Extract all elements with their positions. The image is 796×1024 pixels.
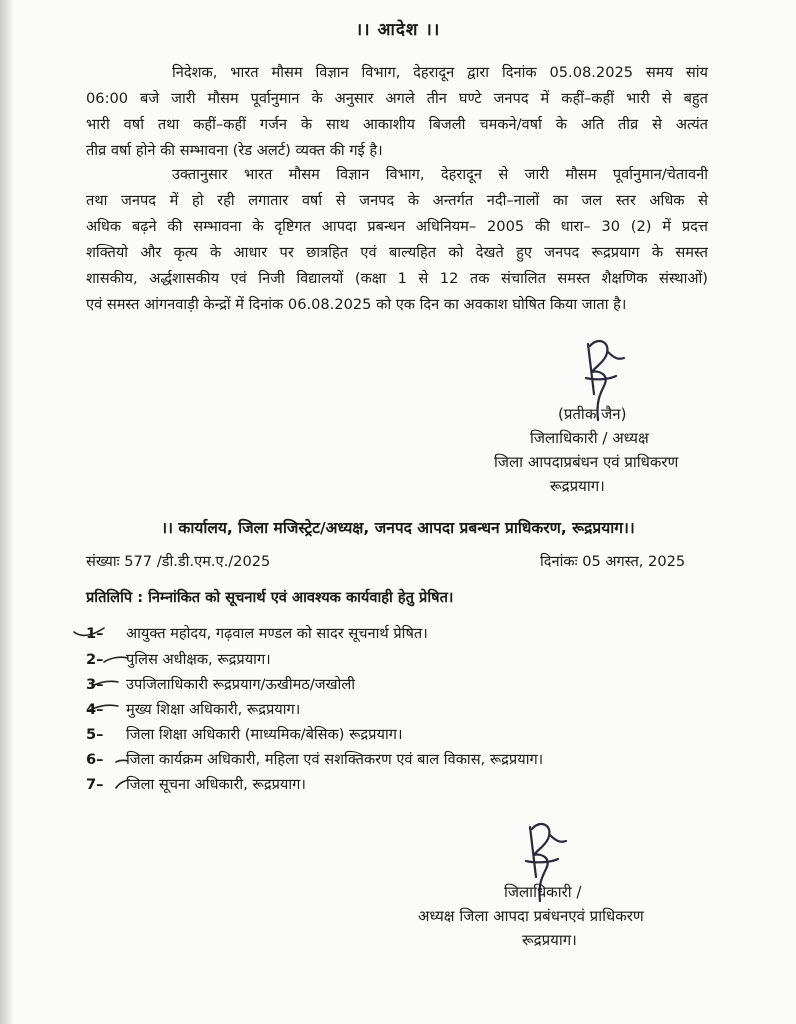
signatory-2-place: रूद्रप्रयाग। (522, 931, 577, 949)
copy-list-text: जिला शिक्षा अधिकारी (माध्यमिक/बेसिक) रूद्रप्रयाग। (126, 726, 403, 743)
copy-list-item (86, 748, 543, 772)
signatory-1-name: (प्रतीक जैन) (558, 405, 627, 423)
signatory-2-block (418, 880, 644, 952)
signatory-1-designation: जिलाधिकारी / अध्यक्ष (530, 429, 649, 447)
signatory-2-authority: अध्यक्ष जिला आपदा प्रबंधनएवं प्राधिकरण (418, 907, 644, 925)
paragraph-2-line: उक्तानुसार भारत मौसम विज्ञान विभाग, देहरादून से जारी मौसम पूर्वानुमान/चेतावनी (172, 166, 708, 183)
office-heading: ।। कार्यालय, जिला मजिस्ट्रेट/अध्यक्ष, जनपद आपदा प्रबन्धन प्राधिकरण, रूद्रप्रयाग।। (161, 519, 635, 537)
copy-list-text: पुलिस अधीक्षक, रूद्रप्रयाग। (126, 651, 271, 668)
copy-list-number: 3– (86, 676, 104, 693)
paragraph-1-line: भारी वर्षा तथा कहीं–कहीं गर्जन के साथ आकाशीय बिजली चमकने/वर्षा के अति तीव्र से अत्यंत (86, 116, 708, 133)
paragraph-2-line: एवं समस्त आंगनवाड़ी केन्द्रों में दिनांक 06.08.2025 को एक दिन का अवकाश घोषित किया जाता है। (86, 296, 627, 313)
copy-list-text: आयुक्त महोदय, गढ़वाल मण्डल को सादर सूचनार्थ प्रेषित। (126, 625, 428, 642)
page-edge-shadow (0, 0, 14, 1024)
paragraph-1-line: निदेशक, भारत मौसम विज्ञान विभाग, देहरादून द्वारा दिनांक 05.08.2025 समय सांय (172, 64, 708, 81)
paragraph-2-line: शक्तियो और कृत्य के आधार पर छात्रहित एवं बाल्यहित को देखते हुए जनपद रूद्रप्रयाग के समस्त (86, 244, 708, 261)
signatory-1-authority: जिला आपदाप्रबंधन एवं प्राधिकरण (494, 453, 679, 471)
issue-date: दिनांकः 05 अगस्त, 2025 (540, 553, 686, 570)
paragraph-1-line: तीव्र वर्षा होने की सम्भावना (रेड अलर्ट) व्यक्त की गई है। (86, 142, 383, 159)
copy-list-item (86, 723, 402, 747)
paragraph-2-line: अधिक बढ़ने की सम्भावना के दृष्टिगत आपदा प्रबन्धन अधिनियम– 2005 की धारा– 30 (2) में प्रदत्त (86, 218, 708, 235)
reference-number: संख्याः 577 /डी.डी.एम.ए./2025 (86, 553, 271, 570)
copy-list-number: 7– (86, 776, 104, 793)
copy-list-text: जिला सूचना अधिकारी, रूद्रप्रयाग। (126, 776, 306, 793)
copy-list-text: मुख्य शिक्षा अधिकारी, रूद्रप्रयाग। (126, 701, 301, 718)
paragraph-2-line: शासकीय, अर्द्धशासकीय एवं निजी विद्यालयों (कक्षा 1 से 12 तक संचालित समस्त शैक्षणिक संस्थाओं) (86, 270, 708, 287)
paragraph-2-line: तथा जनपद में हो रही लगातार वर्षा से जनपद के अन्तर्गत नदी–नालों का जल स्तर अधिक से (86, 192, 708, 209)
copy-list-number: 5– (86, 726, 104, 743)
signatory-2-designation: जिलाधिकारी / (504, 883, 582, 901)
copy-list-number: 6– (86, 751, 104, 768)
copy-list-item (86, 622, 428, 646)
copy-list-number: 4– (86, 701, 104, 718)
copy-list-text: जिला कार्यक्रम अधिकारी, महिला एवं सशक्तिकरण एवं बाल विकास, रूद्रप्रयाग। (126, 751, 544, 768)
handwritten-tick-marks (70, 620, 130, 800)
paragraph-1-line: 06:00 बजे जारी मौसम पूर्वानुमान के अनुसार अगले तीन घण्टे जनपद में कहीं–कहीं भारी से बहुत (86, 90, 708, 107)
order-paragraph-1 (86, 60, 708, 164)
copy-list-number: 2– (86, 651, 104, 668)
copy-intro: प्रतिलिपि : निम्नांकित को सूचनार्थ एवं आवश्यक कार्यवाही हेतु प्रेषित। (86, 589, 454, 606)
order-paragraph-2 (86, 162, 708, 318)
signatory-1-place: रूद्रप्रयाग। (550, 477, 605, 495)
signatory-1-block (494, 402, 679, 498)
order-title: ।। आदेश ।। (355, 20, 441, 40)
copy-list-number: 1– (86, 625, 104, 642)
copy-list-text: उपजिलाधिकारी रूद्रप्रयाग/ऊखीमठ/जखोली (126, 676, 355, 693)
